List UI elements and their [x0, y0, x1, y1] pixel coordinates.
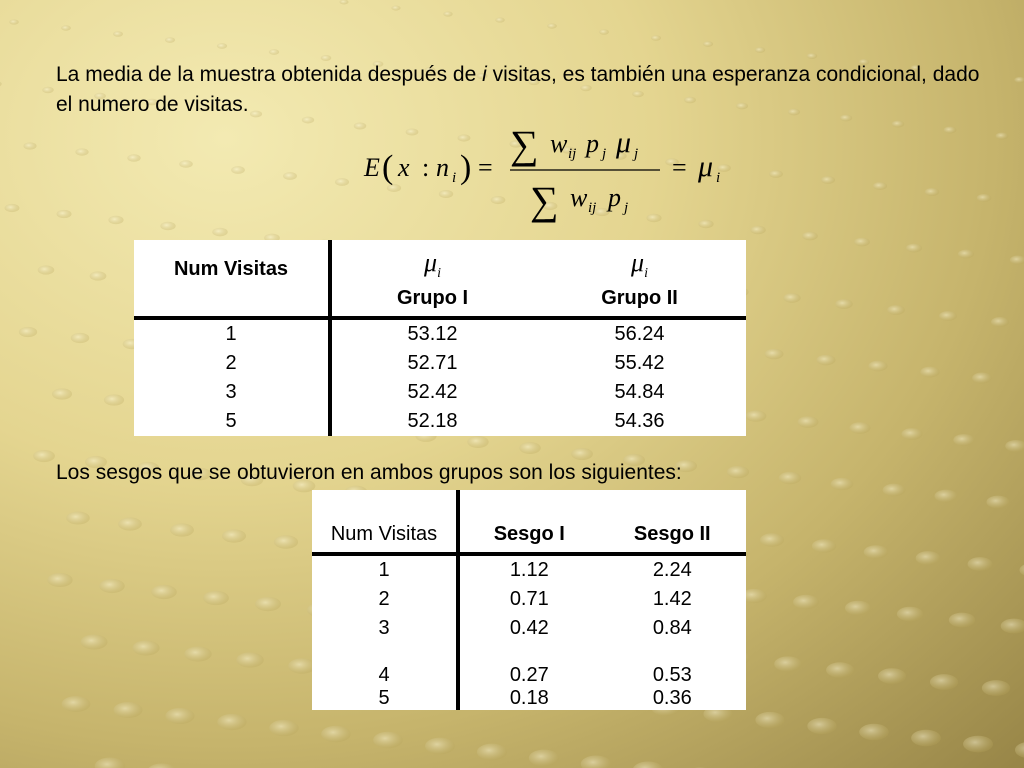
table-row: 2 0.71 1.42	[312, 585, 746, 614]
formula-paren-close: )	[460, 149, 472, 186]
denominator-sum-icon: ∑	[530, 178, 559, 223]
header-sesgo-1: Sesgo I	[493, 523, 565, 545]
header-num-visitas: Num Visitas	[134, 240, 330, 318]
denominator-p-sub: j	[624, 200, 629, 216]
table-row: 1 1.12 2.24	[312, 554, 746, 585]
numerator-mu: μ	[616, 126, 632, 159]
header-grupo-1-label: Grupo I	[396, 287, 469, 309]
table-row: 3 52.42 54.84	[134, 378, 746, 407]
formula-mu-result-sub: i	[716, 170, 721, 186]
formula-E: E	[364, 153, 380, 182]
header-grupo-2	[533, 240, 746, 318]
mean-by-visits-table	[134, 240, 746, 436]
formula-n: n	[436, 153, 449, 182]
table-row: 1 53.12 56.24	[134, 318, 746, 349]
numerator-p: p	[586, 129, 599, 158]
intro-text-after: visitas, es también una esperanza condicional, dado el numero de visitas.	[56, 63, 980, 116]
formula-x: x	[398, 153, 410, 182]
denominator-p: p	[608, 183, 621, 212]
formula-equals-2: =	[672, 153, 687, 182]
header-grupo-1	[330, 240, 533, 318]
numerator-mu-sub: j	[634, 146, 639, 162]
numerator-p-sub: j	[602, 146, 607, 162]
formula-mu-result: μ	[698, 150, 714, 183]
numerator-w-sub: ij	[568, 146, 577, 162]
bias-intro-paragraph: Los sesgos que se obtuvieron en ambos grupos son los siguientes:	[56, 461, 682, 484]
formula-colon: :	[422, 153, 430, 182]
conditional-expectation-formula	[360, 118, 750, 228]
denominator-w: w	[570, 183, 588, 212]
denominator-w-sub: ij	[588, 200, 597, 216]
table-row: 5 52.18 54.36	[134, 407, 746, 436]
header-num-visitas-2: Num Visitas	[312, 490, 458, 554]
formula-equals-1: =	[478, 153, 493, 182]
table-row: 3 0.42 0.84	[312, 614, 746, 643]
table-row: 2 52.71 55.42	[134, 349, 746, 378]
numerator-w: w	[550, 129, 568, 158]
header-mu-1: $\mu_i$	[424, 247, 441, 281]
formula-paren-open: (	[382, 149, 394, 186]
table-row: 5 0.18 0.36	[312, 687, 746, 710]
formula-n-sub: i	[452, 170, 457, 186]
intro-italic-i: i	[482, 63, 487, 86]
intro-paragraph	[56, 60, 996, 120]
table-row: 4 0.27 0.53	[312, 643, 746, 687]
header-sesgo-2: Sesgo II	[633, 523, 711, 545]
numerator-sum-icon: ∑	[510, 122, 539, 167]
header-grupo-2-label: Grupo II	[601, 287, 678, 309]
header-mu-2: $\mu_i$	[631, 247, 648, 281]
bias-table	[312, 490, 746, 710]
intro-text-before: La media de la muestra obtenida después de	[56, 63, 483, 86]
